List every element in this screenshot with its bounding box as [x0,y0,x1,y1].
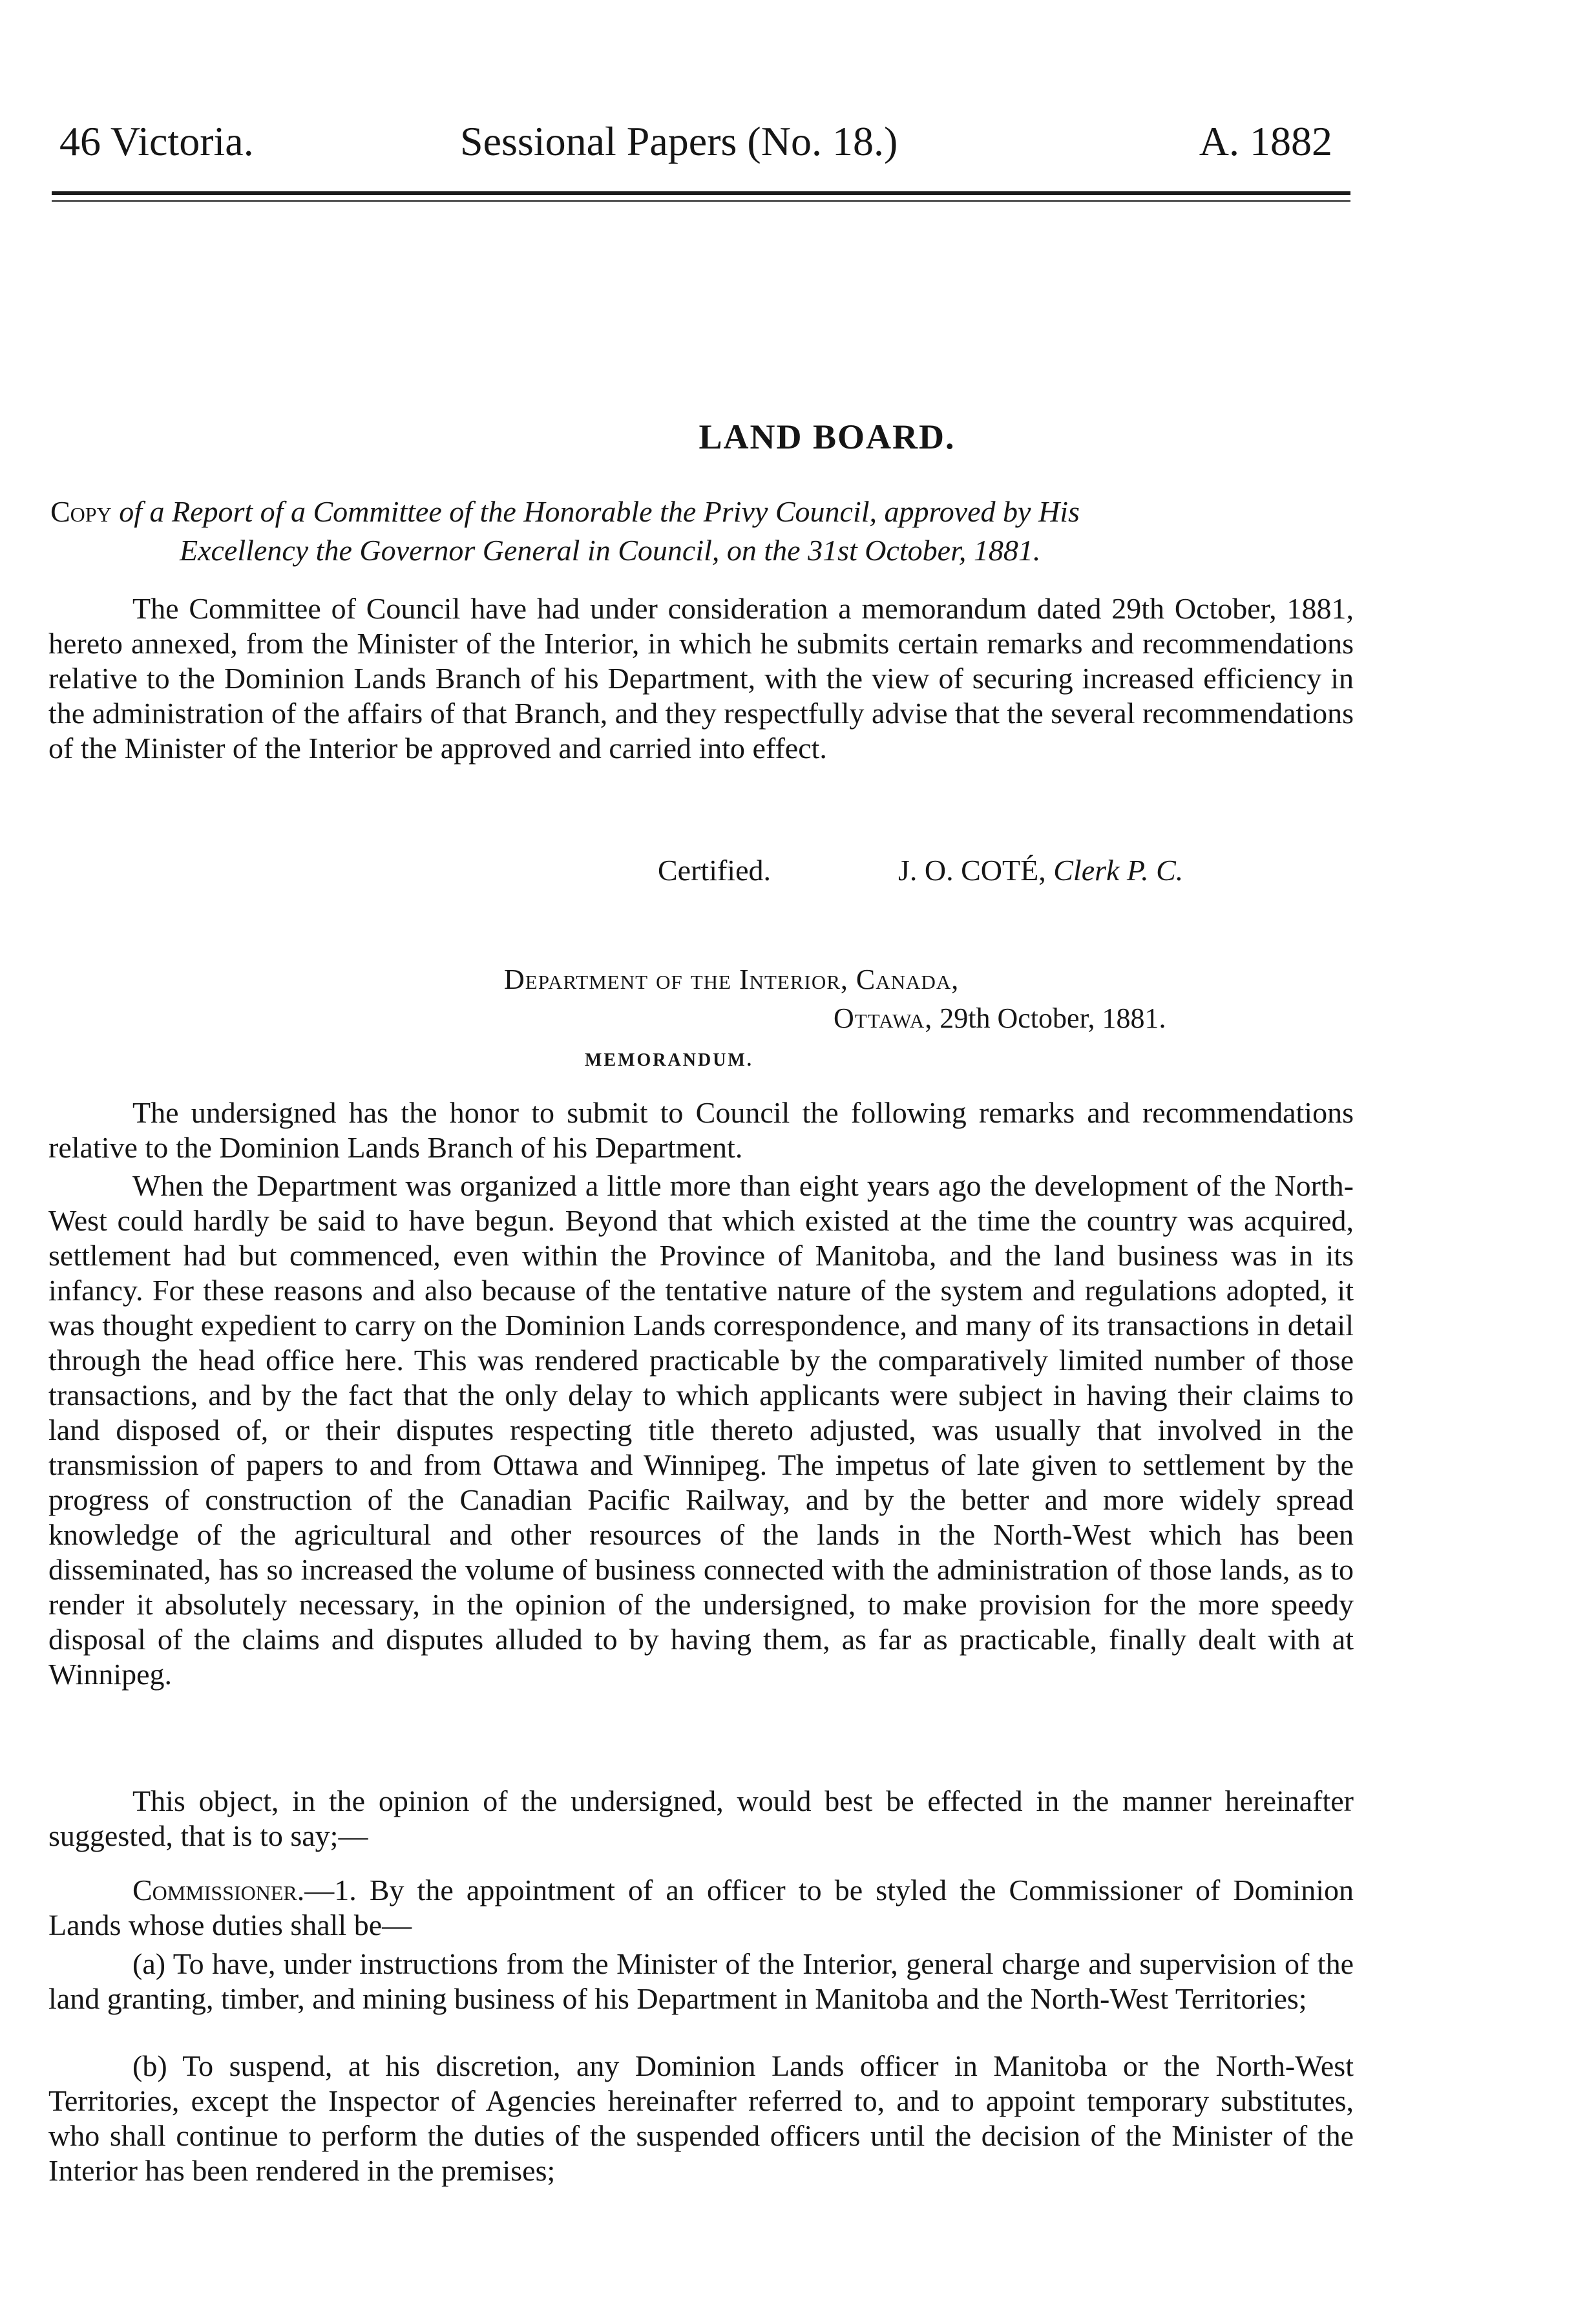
commissioner-text: —1. By the appointment of an officer to be styled the Commissioner of Dominion Lands whose duties shall be— [48,1874,1354,1941]
caption-line-1: of a Report of a Committee of the Honorable the Privy Council, approved by His [119,495,1080,528]
commissioner-label: Commissioner. [132,1874,305,1907]
header-year: A. 1882 [1199,118,1332,164]
header-rule-thick [52,191,1350,195]
certified-label: Certified. [658,854,771,887]
report-caption [50,492,1356,570]
paragraph-object: This object, in the opinion of the undersigned, would best be effected in the manner hereinafter suggested, that is to say;— [48,1784,1354,1852]
memo-place-date [834,1002,1166,1035]
document-title: LAND BOARD. [698,417,956,456]
copy-word: Copy [50,495,112,528]
item-b: (b) To suspend, at his discretion, any Dominion Lands officer in Manitoba or the North-West Territories, except the Inspector of Agencies hereinafter referred to, and to appoint temporary substitutes, who shall continue to perform the duties of the suspended officers until the decision of the Minister of the Interior has been rendered in the premises; [48,2049,1354,2187]
memo-department: Department of the Interior, Canada, [504,964,960,995]
item-a: (a) To have, under instructions from the Minister of the Interior, general charge and supervision of the land granting, timber, and mining business of his Department in Manitoba and the North-West Territories; [48,1947,1354,2015]
memo-place: Ottawa, [834,1002,933,1034]
running-header [59,112,1332,171]
clerk-signature [898,853,1183,887]
header-sessional-papers: Sessional Papers (No. 18.) [460,118,898,164]
paragraph-department-history: When the Department was organized a little more than eight years ago the development of the North-West could hardly be said to have begun. Beyond that which existed at the time the country was acquired, settlement had but commenced, even within the Province of Manitoba, and the land business was in its infancy. For these reasons and also because of the tentative nature of the system and regulations adopted, it was thought expedient to carry on the Dominion Lands correspondence, and many of its transactions in detail through the head office here. This was rendered practicable by the comparatively limited number of those transactions, and by the fact that the only delay to which applicants were subject in having their claims to land disposed of, or their disputes respecting title thereto adjusted, was usually that involved in the transmission of papers to and from Ottawa and Winnipeg. The impetus of late given to settlement by the progress of construction of the Canadian Pacific Railway, and by the better and more widely spread knowledge of the agricultural and other resources of the lands in the North-West which has been disseminated, has so increased the volume of business connected with the administration of those lands, as to render it absolutely necessary, in the opinion of the undersigned, to make provision for the more speedy disposal of the claims and disputes alluded to by having them, as far as practicable, finally dealt with at Winnipeg. [48,1169,1354,1691]
header-rule-thin [52,200,1350,202]
header-session: 46 Victoria. [59,118,254,164]
caption-line-2: Excellency the Governor General in Council, on the 31st October, 1881. [180,534,1041,567]
paragraph-commissioner [48,1873,1354,1943]
clerk-name: J. O. COTÉ, [898,854,1046,887]
memo-heading: MEMORANDUM. [585,1050,753,1070]
clerk-title: Clerk P. C. [1053,854,1184,887]
memo-date: 29th October, 1881. [940,1002,1166,1034]
paragraph-committee: The Committee of Council have had under consideration a memorandum dated 29th October, 1881, hereto annexed, from the Minister of the Interior, in which he submits certain remarks and recommendations relative to the Dominion Lands Branch of his Department, with the view of securing increased efficiency in the administration of the affairs of that Branch, and they respectfully advise that the several recommendations of the Minister of the Interior be approved and carried into effect. [48,592,1354,765]
paragraph-undersigned: The undersigned has the honor to submit to Council the following remarks and recommendations relative to the Dominion Lands Branch of his Department. [48,1096,1354,1164]
